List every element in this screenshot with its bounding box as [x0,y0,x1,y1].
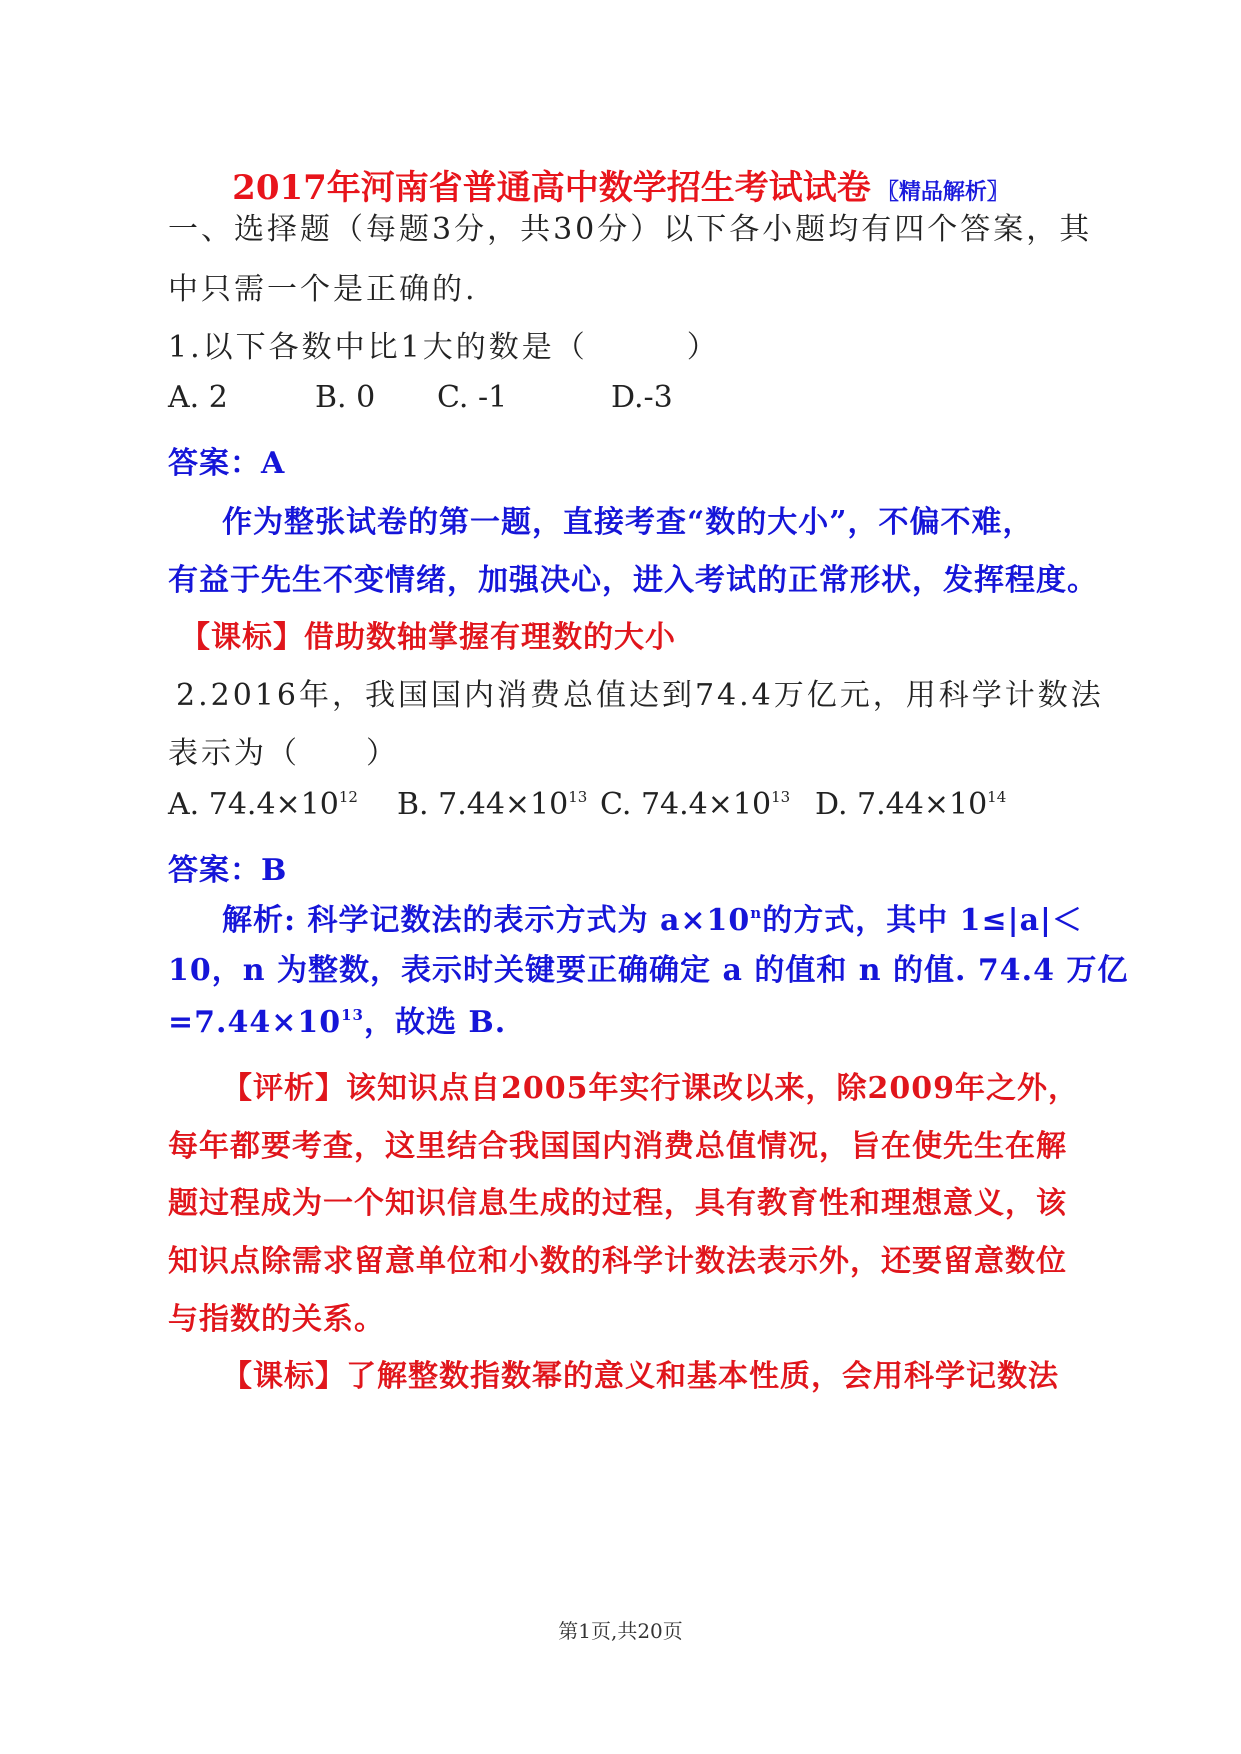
q2-analysis-l1-pre: 解析: 科学记数法的表示方式为 a×10 [222,903,751,938]
q2-stem-line-2: 表示为（ ） [168,736,399,771]
q2-standard: 【课标】了解整数指数幂的意义和基本性质，会用科学记数法 [222,1359,1059,1394]
q1-analysis-line-2: 有益于先生不变情绪，加强决心，进入考试的正常形状，发挥程度。 [168,563,1098,598]
page-footer: 第1页,共20页 [558,1619,683,1643]
q2-stem-line-1: 2.2016年，我国国内消费总值达到74.4万亿元，用科学计数法 [176,678,1104,713]
q2-analysis-line-3 [168,997,506,1041]
q2-analysis-l3-pre: =7.44×10 [168,1005,342,1040]
q2-option-d [815,787,1006,822]
q2-option-b-base: B. 7.44×10 [397,787,569,822]
q2-option-c-base: C. 74.4×10 [600,787,772,822]
q2-answer: 答案：B [168,853,288,888]
section-intro-line-2: 中只需一个是正确的. [168,272,478,307]
q2-option-a-exp: 12 [338,788,358,806]
q2-option-c [600,787,790,822]
q1-option-c: C. -1 [437,380,508,415]
q2-option-b [397,787,587,822]
q2-option-d-exp: 14 [987,788,1007,806]
q1-option-a: A. 2 [168,380,228,415]
q2-analysis-l3-exp: 13 [341,1006,364,1024]
q2-analysis-l3-post: ，故选 B. [363,1005,507,1040]
q1-standard: 【课标】借助数轴掌握有理数的大小 [180,620,676,655]
q2-review-line-4: 知识点除需求留意单位和小数的科学计数法表示外，还要留意数位 [168,1244,1067,1279]
q2-analysis-l1-exp: n [750,904,763,922]
q2-analysis-l1-post: 的方式，其中 1≤|a|＜ [762,903,1083,938]
q2-option-b-exp: 13 [568,788,588,806]
q2-review-line-1: 【评析】该知识点自2005年实行课改以来，除2009年之外， [222,1071,1079,1106]
page-title [0,160,1241,209]
q2-option-c-exp: 13 [771,788,791,806]
q2-review-line-3: 题过程成为一个知识信息生成的过程，具有教育性和理想意义，该 [168,1186,1067,1221]
q2-option-a [168,787,358,822]
q1-option-d: D.-3 [611,380,673,415]
q2-option-d-base: D. 7.44×10 [815,787,988,822]
title-sub: 〖精品解析〗 [876,179,1009,205]
q1-stem: 1.以下各数中比1大的数是（ ） [168,330,720,365]
section-intro-line-1: 一、选择题（每题3分，共30分）以下各小题均有四个答案，其 [168,212,1093,247]
q2-option-a-base: A. 74.4×10 [168,787,339,822]
q1-analysis-line-1: 作为整张试卷的第一题，直接考查“数的大小”，不偏不难， [222,505,1034,540]
title-main: 2017年河南省普通高中数学招生考试试卷 [232,168,871,208]
q2-analysis-line-2: 10，n 为整数，表示时关键要正确确定 a 的值和 n 的值. 74.4 万亿 [168,953,1129,988]
q1-option-b: B. 0 [315,380,376,415]
q2-analysis-line-1 [222,895,1083,939]
q2-review-line-5: 与指数的关系。 [168,1302,385,1337]
q2-review-line-2: 每年都要考查，这里结合我国国内消费总值情况，旨在使先生在解 [168,1129,1067,1164]
q1-answer: 答案：A [168,446,286,481]
